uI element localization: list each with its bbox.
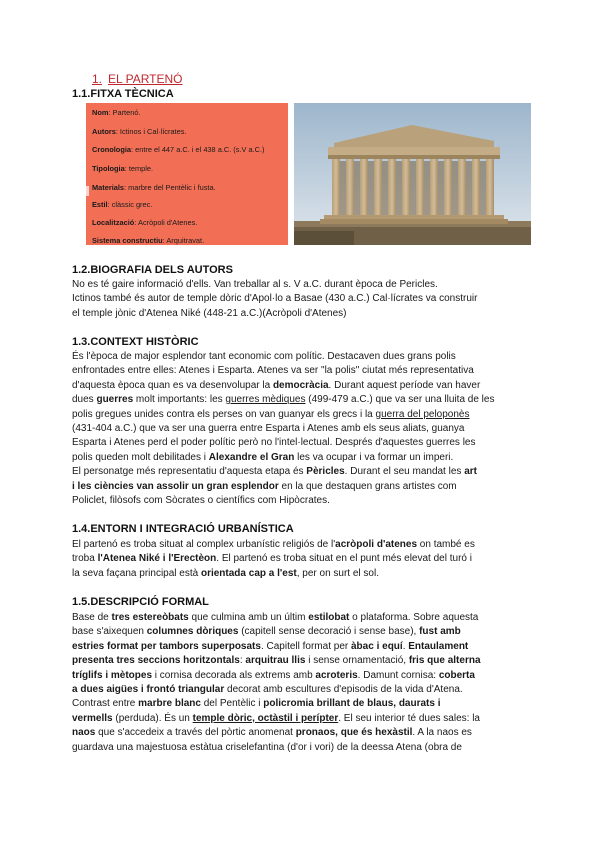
text-run: enfrontades entre elles: Atenes i Esparta. Atenes va ser "la polis" ciutat més representativa bbox=[72, 365, 474, 377]
fitxa-row-estil: Estil: clàssic grec. bbox=[92, 200, 153, 209]
heading-descripcio-formal: 1.5.DESCRIPCIÓ FORMAL bbox=[72, 596, 209, 608]
text-line bbox=[72, 408, 532, 422]
text-run: i cornisa decorada als extrems amb bbox=[152, 669, 316, 681]
text-run: base s'aixequen bbox=[72, 626, 147, 638]
bold-term: tres estereòbats bbox=[111, 612, 189, 623]
bold-term: fris que alterna bbox=[408, 655, 481, 667]
text-run: . Durant el seu mandat les bbox=[344, 466, 465, 478]
bold-term: tríglifs i mètopes bbox=[72, 669, 153, 681]
document-title bbox=[92, 72, 182, 86]
text-run: (499-479 a.C.) que va ser una lluita de les bbox=[305, 394, 495, 406]
heading-fitxa-tecnica: 1.1.FITXA TÈCNICA bbox=[72, 88, 174, 100]
bold-term: vermells bbox=[72, 712, 113, 724]
bold-term: a dues aigües i frontó triangular bbox=[72, 684, 225, 696]
text-line bbox=[72, 422, 532, 436]
entorn-text bbox=[72, 538, 532, 581]
text-run: on també es bbox=[417, 539, 475, 550]
text-run: decorat amb escultures d'episodis de la vida d'Atena. bbox=[224, 684, 463, 696]
text-run: . Durant aquest període van haver bbox=[328, 379, 481, 391]
bold-term: pronaos, que és hexàstil bbox=[295, 727, 413, 739]
text-line bbox=[72, 393, 532, 407]
text-run: . Damunt cornisa: bbox=[357, 669, 439, 681]
text-run: . bbox=[402, 640, 409, 652]
biografia-text bbox=[72, 278, 532, 321]
bold-term: orientada cap a l'est bbox=[200, 567, 297, 579]
heading-biografia: 1.2.BIOGRAFIA DELS AUTORS bbox=[72, 264, 233, 276]
text-line bbox=[72, 350, 532, 364]
bold-term: marbre blanc bbox=[138, 698, 201, 710]
bold-term: acroteris bbox=[315, 669, 358, 681]
bold-term: acròpoli d'atenes bbox=[335, 539, 418, 550]
text-run: la seva façana principal està bbox=[72, 567, 201, 579]
text-line bbox=[72, 494, 532, 508]
bold-term: guerres bbox=[96, 394, 134, 406]
bold-term: Entaulament bbox=[408, 640, 469, 652]
text-line bbox=[72, 625, 532, 639]
text-run: : bbox=[239, 655, 246, 667]
text-line bbox=[72, 669, 532, 683]
text-run: El partenó es troba situat al complex urbanístic religiós de l' bbox=[72, 539, 336, 550]
text-line bbox=[72, 379, 532, 393]
text-run: (perduda). És un bbox=[112, 712, 193, 724]
text-run: Esparta i Atenes perd el poder polític però no l'intel·lectual. Després d'aquestes guerres les bbox=[72, 437, 476, 449]
text-run: les va ocupar i va formar un imperi. bbox=[294, 451, 454, 463]
text-run: polis gregues unides contra els perses on van guanyar els grecs i la bbox=[72, 408, 376, 420]
underlined-term: temple dòric, octàstil i perípter bbox=[192, 712, 339, 724]
text-run: molt importants: les bbox=[133, 394, 226, 406]
underlined-term: guerra del peloponès bbox=[375, 408, 470, 420]
bold-term: coberta bbox=[438, 669, 475, 681]
text-run: que s'accedeix a través del pòrtic anomenat bbox=[95, 727, 296, 739]
text-run: Contrast entre bbox=[72, 698, 139, 710]
bold-term: art bbox=[464, 466, 477, 478]
bold-term: l'Atenea Niké i l'Erectèon bbox=[97, 553, 217, 565]
text-line bbox=[72, 436, 532, 450]
text-line bbox=[72, 552, 532, 566]
fitxa-row-localitzacio: Localització: Acròpoli d'Atenes. bbox=[92, 218, 198, 227]
title-number: 1. bbox=[92, 72, 103, 86]
bold-term: estries format per tambors superposats bbox=[72, 640, 261, 652]
biografia-line: el temple jònic d'Atenea Niké (448-21 a.C.)(Acròpoli d'Atenes) bbox=[72, 307, 347, 319]
text-run: El personatge més representatiu d'aquesta etapa és bbox=[72, 466, 307, 478]
text-line bbox=[72, 451, 532, 465]
text-line bbox=[72, 726, 532, 740]
underlined-term: guerres mèdiques bbox=[225, 394, 306, 406]
text-run: polis queden molt debilitades i bbox=[72, 451, 209, 463]
fitxa-row-sistema: Sistema constructiu: Arquitravat. bbox=[92, 236, 205, 245]
text-run: Policlet, filòsofs com Sòcrates o científics com Hipòcrates. bbox=[72, 495, 330, 507]
text-line bbox=[72, 741, 532, 755]
text-run: . El partenó es troba situat en el punt més elevat del turó i bbox=[216, 553, 472, 565]
context-historic-text bbox=[72, 350, 532, 508]
fitxa-tecnica-box bbox=[72, 103, 288, 245]
text-run: (capitell sense decoració i sense base), bbox=[238, 626, 420, 638]
text-line bbox=[72, 538, 532, 552]
bold-term: àbac i equí bbox=[351, 640, 403, 652]
fitxa-row-materials: Materials: marbre del Pentèlic i fusta. bbox=[92, 183, 216, 192]
text-line bbox=[72, 465, 532, 479]
text-run: . El seu interior té dues sales: la bbox=[338, 712, 480, 724]
text-run: És l'època de major esplendor tant economic com polític. Destacaven dues grans polis bbox=[72, 351, 456, 362]
bold-term: i les ciències van assolir un gran esplendor bbox=[72, 480, 279, 492]
text-run: i sense ornamentació, bbox=[305, 655, 409, 667]
fitxa-row-autors: Autors: Ictinos i Cal·lícrates. bbox=[92, 127, 187, 136]
text-line bbox=[72, 567, 532, 581]
descripcio-formal-text bbox=[72, 611, 532, 755]
bold-term: fust amb bbox=[419, 626, 461, 638]
text-line bbox=[72, 364, 532, 378]
text-line bbox=[72, 611, 532, 625]
biografia-line: No es té gaire informació d'ells. Van treballar al s. V a.C. durant època de Pericles. bbox=[72, 279, 438, 290]
bold-term: Pèricles bbox=[306, 466, 345, 478]
biografia-line: Ictinos també és autor de temple dòric d'Apol·lo a Basae (430 a.C.) Cal·lícrates va construir bbox=[72, 293, 478, 305]
text-run: troba bbox=[72, 553, 98, 565]
title-text: EL PARTENÓ bbox=[108, 72, 183, 86]
bold-term: Alexandre el Gran bbox=[208, 451, 295, 463]
parthenon-photo bbox=[294, 103, 531, 245]
fitxa-row-nom: Nom: Partenó. bbox=[92, 108, 141, 117]
text-line bbox=[72, 480, 532, 494]
text-run: guardava una majestuosa estàtua criselefantina (d'or i vori) de la deessa Atena (obra de bbox=[72, 741, 462, 753]
text-run: (431-404 a.C.) que va ser una guerra entre Esparta i Atenes amb els seus aliats, guanya bbox=[72, 423, 465, 435]
text-run: o plataforma. Sobre aquesta bbox=[349, 612, 479, 623]
text-run: en la que destaquen grans artistes com bbox=[278, 480, 457, 492]
text-line bbox=[72, 654, 532, 668]
text-run: . Capitell format per bbox=[260, 640, 351, 652]
text-run: Base de bbox=[72, 612, 112, 623]
text-line bbox=[72, 640, 532, 654]
text-run: d'aquesta època quan es va desenvolupar la bbox=[72, 379, 273, 391]
bold-term: presenta tres seccions horitzontals bbox=[72, 655, 240, 667]
fitxa-row-cronologia: Cronologia: entre el 447 a.C. i el 438 a.C. (s.V a.C.) bbox=[92, 145, 265, 154]
fitxa-row-tipologia: Tipologia: temple. bbox=[92, 164, 154, 173]
bold-term: naos bbox=[72, 727, 96, 739]
text-line bbox=[72, 712, 532, 726]
heading-context-historic: 1.3.CONTEXT HISTÒRIC bbox=[72, 336, 199, 348]
text-run: dues bbox=[72, 394, 97, 406]
text-run: que culmina amb un últim bbox=[188, 612, 309, 623]
bold-term: democràcia bbox=[272, 379, 329, 391]
bold-term: columnes dòriques bbox=[146, 626, 239, 638]
bold-term: arquitrau llis bbox=[245, 655, 306, 667]
text-line bbox=[72, 683, 532, 697]
fitxa-accent-line bbox=[86, 186, 89, 196]
text-line bbox=[72, 697, 532, 711]
bold-term: policromia brillant de blaus, daurats i bbox=[263, 698, 441, 710]
text-run: , per on surt el sol. bbox=[296, 567, 379, 579]
text-run: del Pentèlic i bbox=[200, 698, 264, 710]
bold-term: estilobat bbox=[308, 612, 350, 623]
text-run: . A la naos es bbox=[412, 727, 472, 739]
heading-entorn: 1.4.ENTORN I INTEGRACIÓ URBANÍSTICA bbox=[72, 523, 294, 535]
